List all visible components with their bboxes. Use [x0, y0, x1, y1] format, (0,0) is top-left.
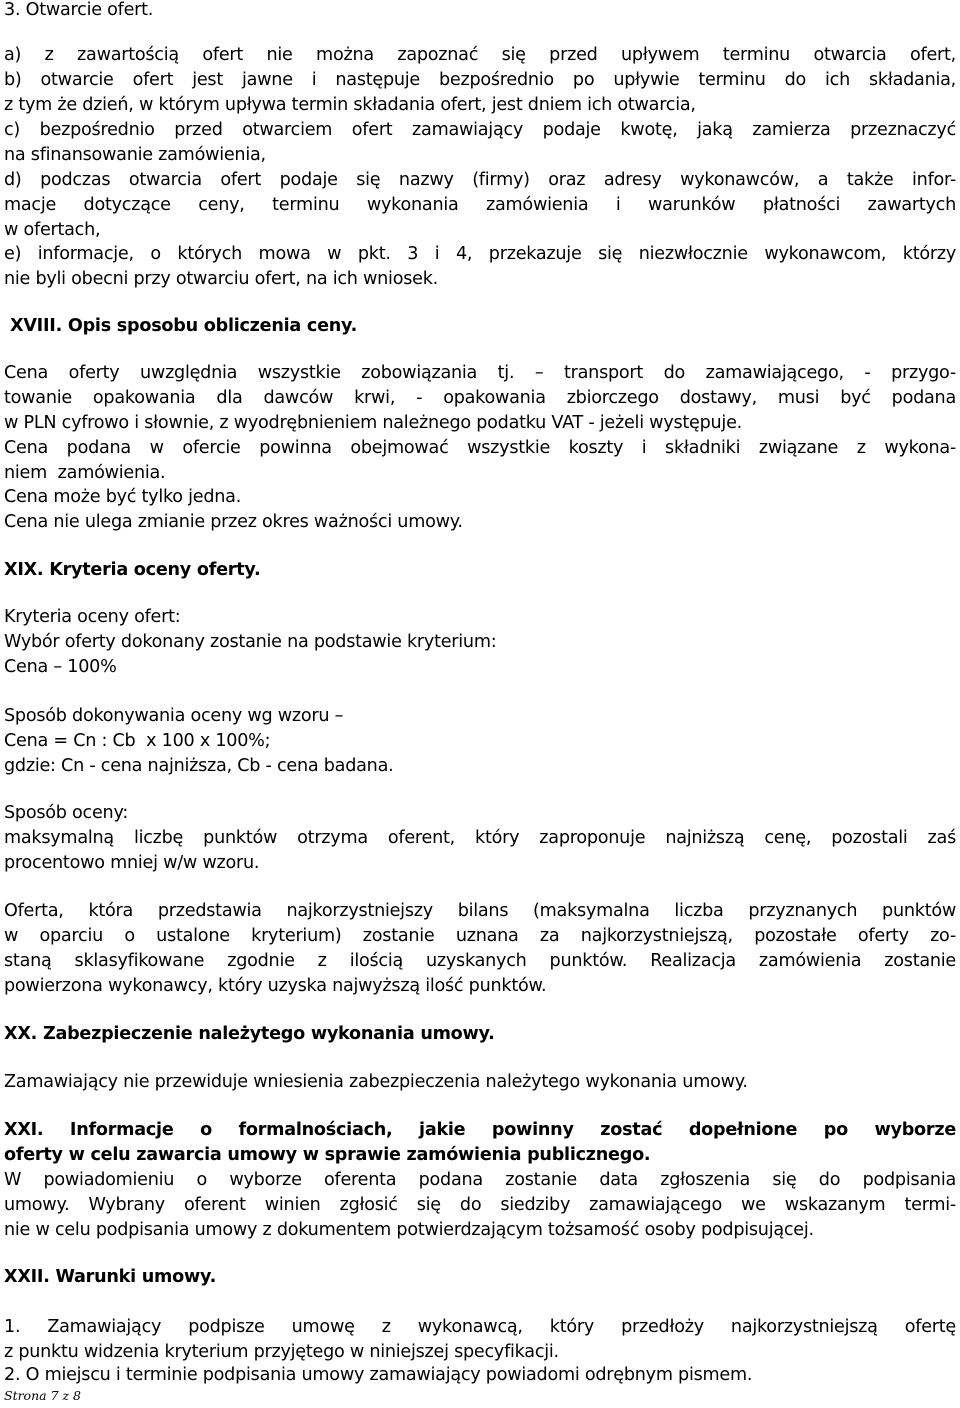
- paragraph-line: w ofertach,: [4, 220, 101, 240]
- paragraph-line: nie byli obecni przy otwarciu ofert, na ich wniosek.: [4, 269, 438, 289]
- page-number: Strona 7 z 8: [4, 1388, 82, 1403]
- paragraph-line: b) otwarcie ofert jest jawne i następuje bezpośrednio po upływie terminu do ich składania,: [4, 70, 956, 90]
- paragraph-line: procentowo mniej w/w wzoru.: [4, 853, 260, 873]
- paragraph-line: Sposób dokonywania oceny wg wzoru –: [4, 706, 344, 726]
- paragraph-line: a) z zawartością ofert nie można zapoznać się przed upływem terminu otwarcia ofert,: [4, 45, 956, 65]
- paragraph-line: Wybór oferty dokonany zostanie na podstawie kryterium:: [4, 632, 497, 652]
- paragraph-line: Cena – 100%: [4, 657, 117, 677]
- paragraph-line: na sfinansowanie zamówienia,: [4, 145, 266, 165]
- paragraph-line: powierzona wykonawcy, który uzyska najwyższą ilość punktów.: [4, 976, 547, 996]
- paragraph-line: Kryteria oceny ofert:: [4, 607, 181, 627]
- paragraph-line: z tym że dzień, w którym upływa termin składania ofert, jest dniem ich otwarcia,: [4, 95, 696, 115]
- paragraph-line: d) podczas otwarcia ofert podaje się nazwy (firmy) oraz adresy wykonawców, a także infor-: [4, 170, 956, 190]
- paragraph-line: towanie opakowania dla dawców krwi, - opakowania zbiorczego dostawy, musi być podana: [4, 388, 956, 408]
- section-heading: oferty w celu zawarcia umowy w sprawie zamówienia publicznego.: [4, 1145, 651, 1165]
- paragraph-line: staną sklasyfikowane zgodnie z ilością uzyskanych punktów. Realizacja zamówienia zostanie: [4, 951, 956, 971]
- paragraph-line: W powiadomieniu o wyborze oferenta podana zostanie data zgłoszenia się do podpisania: [4, 1170, 956, 1190]
- section-title: 3. Otwarcie ofert.: [4, 0, 154, 20]
- paragraph-line: maksymalną liczbę punktów otrzyma oferent, który zaproponuje najniższą cenę, pozostali zaś: [4, 828, 956, 848]
- paragraph-line: w PLN cyfrowo i słownie, z wyodrębnieniem należnego podatku VAT - jeżeli występuje.: [4, 413, 742, 433]
- paragraph-line: Cena podana w ofercie powinna obejmować wszystkie koszty i składniki związane z wykona-: [4, 438, 956, 458]
- formula-line: Cena = Cn : Cb x 100 x 100%;: [4, 731, 271, 751]
- paragraph-line: c) bezpośrednio przed otwarciem ofert zamawiający podaje kwotę, jaką zamierza przeznaczyć: [4, 120, 956, 140]
- list-item: 1. Zamawiający podpisze umowę z wykonawcą, który przedłoży najkorzystniejszą ofertę: [4, 1317, 956, 1337]
- paragraph-line: Cena nie ulega zmianie przez okres ważności umowy.: [4, 512, 463, 532]
- paragraph-line: w oparciu o ustalone kryterium) zostanie uznana za najkorzystniejszą, pozostałe oferty zo-: [4, 926, 956, 946]
- paragraph-line: umowy. Wybrany oferent winien zgłosić się do siedziby zamawiającego we wskazanym termi-: [4, 1195, 956, 1215]
- paragraph-line: nie w celu podpisania umowy z dokumentem potwierdzającym tożsamość osoby podpisującej.: [4, 1220, 814, 1240]
- paragraph-line: gdzie: Cn - cena najniższa, Cb - cena badana.: [4, 756, 394, 776]
- section-heading: XX. Zabezpieczenie należytego wykonania umowy.: [4, 1024, 495, 1044]
- paragraph-line: Sposób oceny:: [4, 803, 129, 823]
- section-heading: XVIII. Opis sposobu obliczenia ceny.: [10, 316, 358, 336]
- section-heading: XIX. Kryteria oceny oferty.: [4, 560, 261, 580]
- paragraph-line: macje dotyczące ceny, terminu wykonania zamówienia i warunków płatności zawartych: [4, 195, 956, 215]
- paragraph-line: Oferta, która przedstawia najkorzystniejszy bilans (maksymalna liczba przyznanych punktów: [4, 901, 956, 921]
- paragraph-line: e) informacje, o których mowa w pkt. 3 i 4, przekazuje się niezwłocznie wykonawcom, którzy: [4, 244, 956, 264]
- section-heading: XXII. Warunki umowy.: [4, 1267, 217, 1287]
- paragraph-line: Zamawiający nie przewiduje wniesienia zabezpieczenia należytego wykonania umowy.: [4, 1072, 748, 1092]
- paragraph-line: niem zamówienia.: [4, 463, 166, 483]
- paragraph-line: Cena może być tylko jedna.: [4, 487, 242, 507]
- list-item: 2. O miejscu i terminie podpisania umowy zamawiający powiadomi odrębnym pismem.: [4, 1365, 753, 1385]
- paragraph-line: Cena oferty uwzględnia wszystkie zobowiązania tj. – transport do zamawiającego, - przygo-: [4, 363, 956, 383]
- section-heading: XXI. Informacje o formalnościach, jakie powinny zostać dopełnione po wyborze: [4, 1120, 956, 1140]
- list-item: z punktu widzenia kryterium przyjętego w niniejszej specyfikacji.: [4, 1342, 559, 1362]
